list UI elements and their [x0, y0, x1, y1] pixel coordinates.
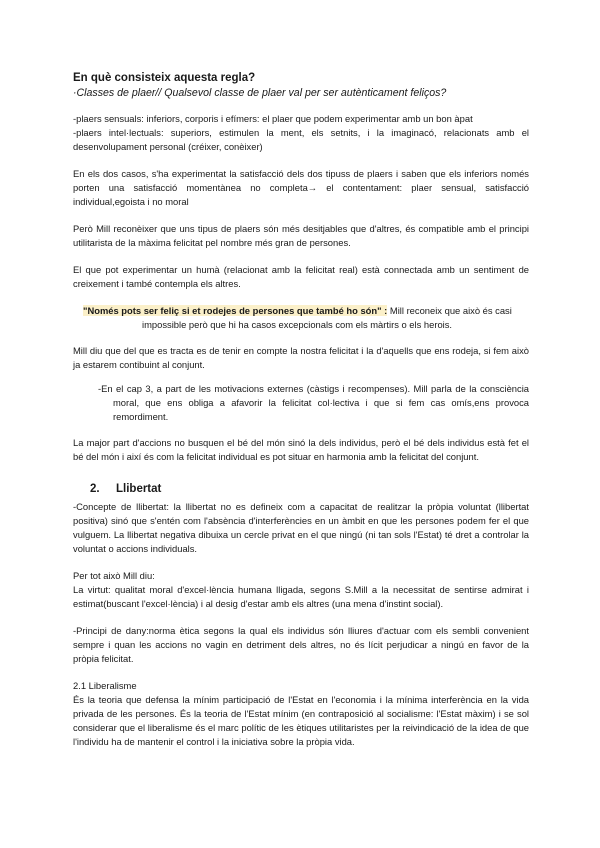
page-title: En què consisteix aquesta regla?: [73, 72, 256, 84]
highlighted-quote: "Només pots ser feliç si et rodejes de persones que també ho són" :: [83, 305, 388, 316]
liberty-concept: -Concepte de llibertat: la llibertat no es defineix com a capacitat de realitzar la pròpia voluntat (llibertat positiva) sinó que s'entén com l'absència d'interferències en un àmbit en que les persones podem fer el que vulguem. La llibertat negativa dibuixa un cercle privat en el que ningú (ni tan sols l'Estat) té dret a controlar la voluntat o accions individuals.: [73, 501, 529, 554]
quote-comment-line1: Mill reconeix que això és casi: [387, 305, 512, 316]
section-heading: [73, 482, 529, 496]
virtue-intro: Per tot això Mill diu:: [73, 570, 155, 581]
paragraph: En els dos casos, s'ha experimentat la satisfacció dels dos tipuss de plaers i saben que els inferiors només porten una satisfacció momentànea no completa→ el contentament: plaer sensual, satisfacció individual,egoista i no moral: [73, 168, 529, 207]
indented-paragraph: -En el cap 3, a part de les motivacions externes (càstigs i recompenses). Mill parla de la consciència moral, que ens obliga a afavorir la felicitat col·lectiva i que si fem cas omís,ens provoca remordiment.: [98, 383, 529, 422]
subtitle: ·Classes de plaer// Qualsevol classe de plaer val per ser autènticament feliços?: [73, 87, 447, 99]
subsection-heading: 2.1 Liberalisme: [73, 680, 137, 691]
section-number: 2.: [90, 483, 100, 495]
liberalism-text: És la teoria que defensa la mínim participació de l'Estat en l'economia i la mínima interferència en la vida privada de les persones. És la teoria de l'Estat mínim (en contraposició al socialisme: l'Estat màxim) i se sol considerar que el liberalisme és el marc polític de les ètiques utilitaristes per la reivindicació de la idea de que l'individu ha de mantenir el control i la iniciativa sobre la pròpia vida.: [73, 694, 529, 747]
damage-principle: -Principi de dany:norma ètica segons la qual els individus són lliures d'actuar com els sembli convenient sempre i quan les accions no vagin en detriment dels altres, no és lícit perjudicar a ningú en favor de la pròpia felicitat.: [73, 625, 529, 664]
quote-block: [73, 304, 529, 332]
paragraph: Mill diu que del que es tracta es de tenir en compte la nostra felicitat i la d'aquells que ens rodeja, si fem això ja estarem contibuint al conjunt.: [73, 345, 529, 370]
virtue-definition: La virtut: qualitat moral d'excel·lència humana lligada, segons S.Mill a la necessitat de sentirse admirat i estimat(buscant l'excel·lència) i al desig d'estar amb els altres (una mena d'instint social).: [73, 584, 529, 609]
paragraph: Però Mill reconèixer que uns tipus de plaers són més desitjables que d'altres, és compatible amb el principi utilitarista de la màxima felicitat pel nombre més gran de persones.: [73, 223, 529, 248]
section-title: Llibertat: [116, 483, 162, 495]
quote-comment-line2: impossible però que hi ha casos excepcionals com els màrtirs o els herois.: [142, 319, 453, 330]
pleasure-intellectual: -plaers intel·lectuals: superiors, estimulen la ment, els setnits, i la imaginacó, relacionats amb el desenvolupament personal (créixer, conèixer): [73, 127, 529, 152]
document-page: [73, 71, 529, 749]
pleasure-sensual: -plaers sensuals: inferiors, corporis i efímers: el plaer que podem experimentar amb un bon àpat: [73, 113, 473, 124]
paragraph: La major part d'accions no busquen el bé del món sinó la dels individus, però el bé dels individus està fet el bé del món i així és com la felicitat individual es pot situar en harmonia amb la felicitat del conjunt.: [73, 437, 529, 462]
paragraph: El que pot experimentar un humà (relacionat amb la felicitat real) està connectada amb un sentiment de creixement i també contempla els altres.: [73, 264, 529, 289]
